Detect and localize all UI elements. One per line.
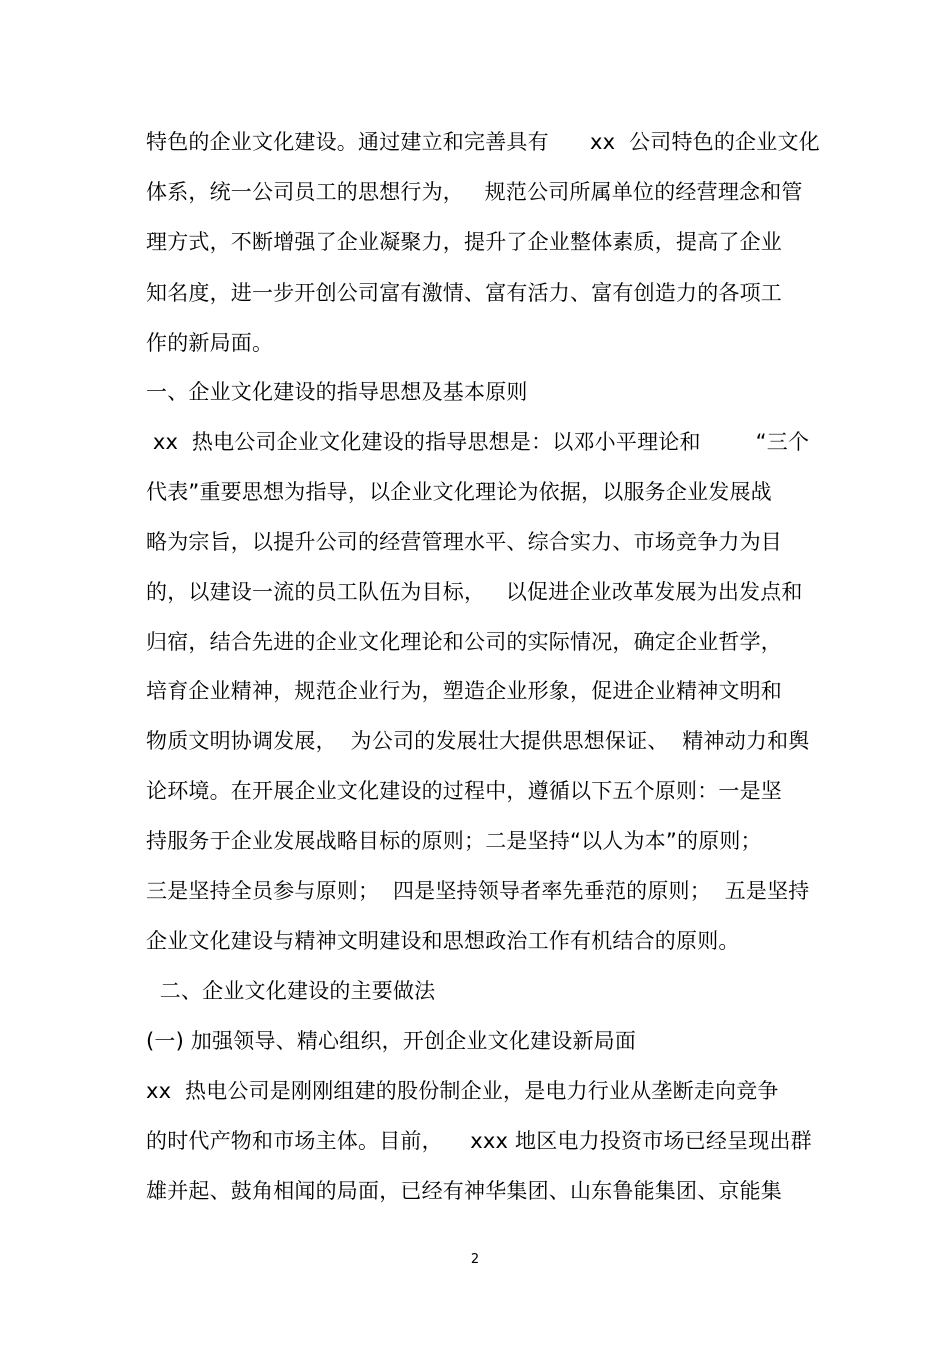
body-text-line: xx 热电公司是刚刚组建的股份制企业，是电力行业从垄断走向竞争 [146, 1079, 779, 1103]
body-text-line: 论环境。在开展企业文化建设的过程中，遵循以下五个原则：一是坚 [146, 779, 782, 803]
body-text-line: 的，以建设一流的员工队伍为目标， 以促进企业改革发展为出发点和 [146, 580, 803, 604]
body-text-line: 持服务于企业发展战略目标的原则；二是坚持“以人为本”的原则； [146, 829, 762, 853]
body-text-line: 略为宗旨，以提升公司的经营管理水平、综合实力、市场竞争力为目 [146, 530, 782, 554]
section-heading: 一、企业文化建设的指导思想及基本原则 [146, 380, 528, 404]
body-text-line: 的时代产物和市场主体。目前， xxx 地区电力投资市场已经呈现出群 [146, 1129, 812, 1153]
body-text-line: 知名度，进一步开创公司富有激情、富有活力、富有创造力的各项工 [146, 281, 782, 305]
page-number: 2 [470, 1252, 480, 1267]
body-text-line: 作的新局面。 [146, 331, 274, 355]
body-text-line: 培育企业精神，规范企业行为，塑造企业形象，促进企业精神文明和 [146, 679, 782, 703]
body-text-line: 物质文明协调发展， 为公司的发展壮大提供思想保证、 精神动力和舆 [146, 729, 810, 753]
subsection-heading: (一) 加强领导、精心组织，开创企业文化建设新局面 [146, 1029, 637, 1053]
body-text-line: 归宿，结合先进的企业文化理论和公司的实际情况，确定企业哲学， [146, 630, 782, 654]
body-text-line: 理方式，不断增强了企业凝聚力，提升了企业整体素质，提高了企业 [146, 230, 782, 254]
body-text-line: 体系，统一公司员工的思想行为， 规范公司所属单位的经营理念和管 [146, 180, 803, 204]
body-text-line: xx 热电公司企业文化建设的指导思想是：以邓小平理论和 “三个 [146, 430, 810, 454]
body-text-line: 雄并起、鼓角相闻的局面，已经有神华集团、山东鲁能集团、京能集 [146, 1179, 782, 1203]
section-heading: 二、企业文化建设的主要做法 [146, 979, 436, 1003]
body-text-line: 特色的企业文化建设。通过建立和完善具有 xx 公司特色的企业文化 [146, 130, 820, 154]
body-text-line: 企业文化建设与精神文明建设和思想政治工作有机结合的原则。 [146, 929, 740, 953]
body-text-line: 代表”重要思想为指导，以企业文化理论为依据，以服务企业发展战 [146, 480, 772, 504]
body-text-line: 三是坚持全员参与原则； 四是坚持领导者率先垂范的原则； 五是坚持 [146, 879, 810, 903]
